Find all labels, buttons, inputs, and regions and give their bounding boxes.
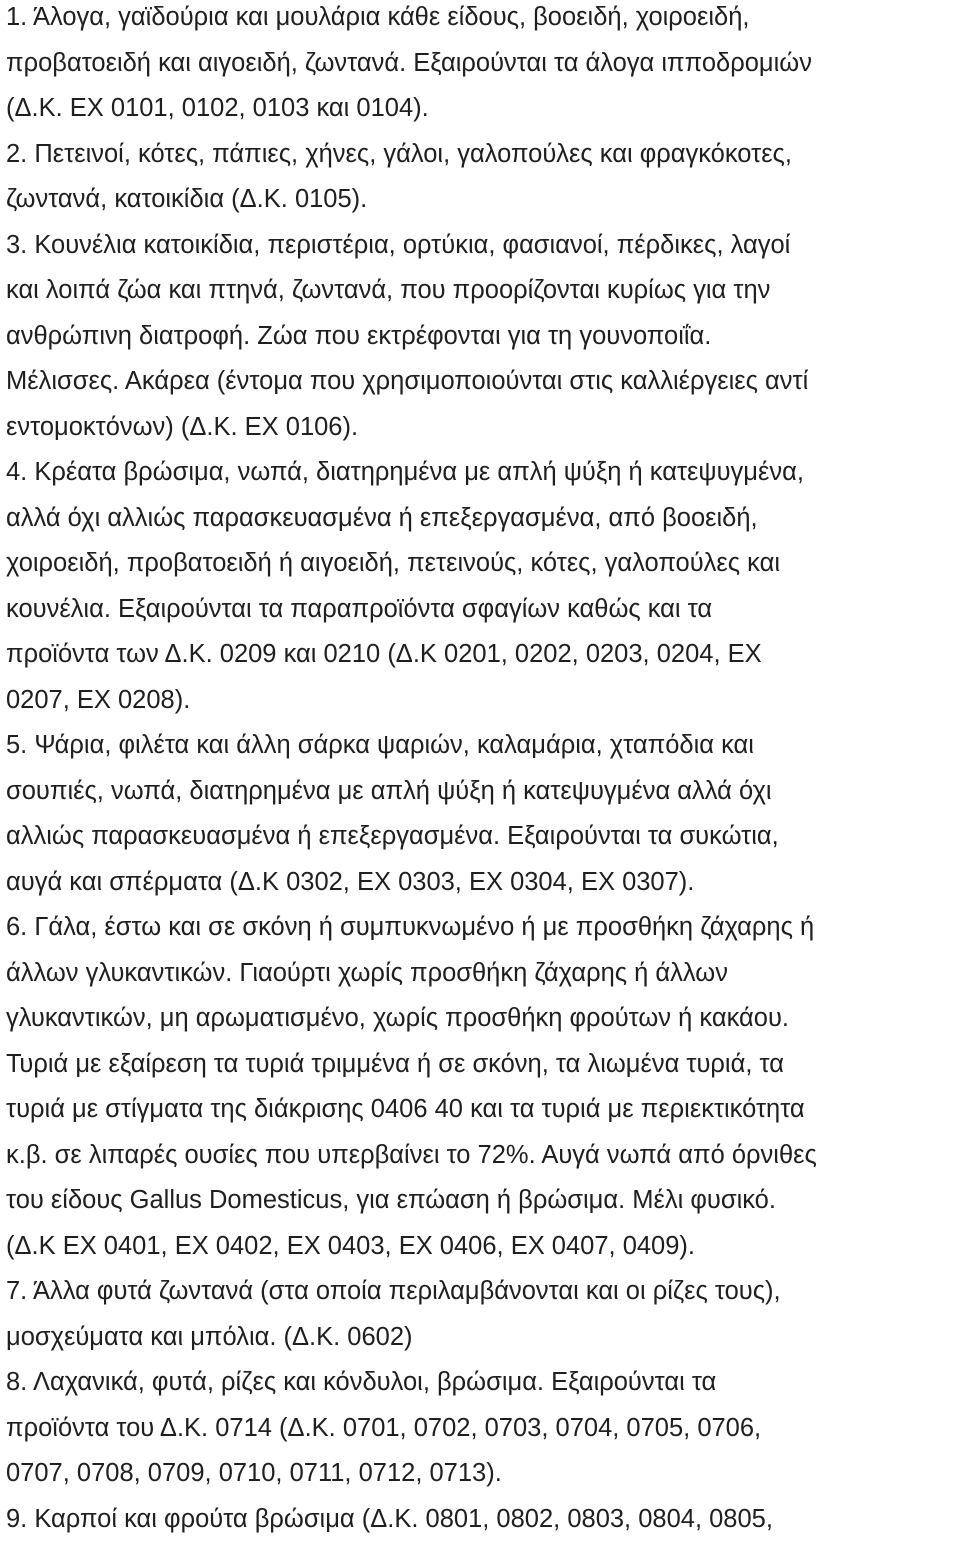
text-line-34: 9. Καρποί και φρούτα βρώσιμα (Δ.Κ. 0801, 0802, 0803, 0804, 0805, bbox=[6, 1497, 958, 1542]
text-line-28: (Δ.Κ ΕΧ 0401, ΕΧ 0402, ΕΧ 0403, ΕΧ 0406, ΕΧ 0407, 0409). bbox=[6, 1224, 958, 1270]
text-line-30: μοσχεύματα και μπόλια. (Δ.Κ. 0602) bbox=[6, 1315, 958, 1361]
text-line-10: εντομοκτόνων) (Δ.Κ. ΕΧ 0106). bbox=[6, 405, 958, 451]
document-body bbox=[6, 0, 958, 1542]
text-line-31: 8. Λαχανικά, φυτά, ρίζες και κόνδυλοι, βρώσιμα. Εξαιρούνται τα bbox=[6, 1360, 958, 1406]
text-line-27: του είδους Gallus Domesticus, για επώαση ή βρώσιμα. Μέλι φυσικό. bbox=[6, 1178, 958, 1224]
text-line-26: κ.β. σε λιπαρές ουσίες που υπερβαίνει το 72%. Αυγά νωπά από όρνιθες bbox=[6, 1133, 958, 1179]
text-line-8: ανθρώπινη διατροφή. Ζώα που εκτρέφονται για τη γουνοποιΐα. bbox=[6, 314, 958, 360]
text-line-1: 1. Άλογα, γαϊδούρια και μουλάρια κάθε είδους, βοοειδή, χοιροειδή, bbox=[6, 0, 958, 41]
text-line-13: χοιροειδή, προβατοειδή ή αιγοειδή, πετεινούς, κότες, γαλοπούλες και bbox=[6, 541, 958, 587]
text-line-18: σουπιές, νωπά, διατηρημένα με απλή ψύξη ή κατεψυγμένα αλλά όχι bbox=[6, 769, 958, 815]
text-line-32: προϊόντα του Δ.Κ. 0714 (Δ.Κ. 0701, 0702, 0703, 0704, 0705, 0706, bbox=[6, 1406, 958, 1452]
text-line-12: αλλά όχι αλλιώς παρασκευασμένα ή επεξεργασμένα, από βοοειδή, bbox=[6, 496, 958, 542]
text-line-19: αλλιώς παρασκευασμένα ή επεξεργασμένα. Εξαιρούνται τα συκώτια, bbox=[6, 814, 958, 860]
text-line-22: άλλων γλυκαντικών. Γιαούρτι χωρίς προσθήκη ζάχαρης ή άλλων bbox=[6, 951, 958, 997]
text-line-33: 0707, 0708, 0709, 0710, 0711, 0712, 0713). bbox=[6, 1451, 958, 1497]
text-line-29: 7. Άλλα φυτά ζωντανά (στα οποία περιλαμβάνονται και οι ρίζες τους), bbox=[6, 1269, 958, 1315]
text-line-21: 6. Γάλα, έστω και σε σκόνη ή συμπυκνωμένο ή με προσθήκη ζάχαρης ή bbox=[6, 905, 958, 951]
text-line-17: 5. Ψάρια, φιλέτα και άλλη σάρκα ψαριών, καλαμάρια, χταπόδια και bbox=[6, 723, 958, 769]
text-line-9: Μέλισσες. Ακάρεα (έντομα που χρησιμοποιούνται στις καλλιέργειες αντί bbox=[6, 359, 958, 405]
text-line-3: (Δ.Κ. ΕΧ 0101, 0102, 0103 και 0104). bbox=[6, 86, 958, 132]
text-line-7: και λοιπά ζώα και πτηνά, ζωντανά, που προορίζονται κυρίως για την bbox=[6, 268, 958, 314]
text-line-23: γλυκαντικών, μη αρωματισμένο, χωρίς προσθήκη φρούτων ή κακάου. bbox=[6, 996, 958, 1042]
text-line-16: 0207, ΕΧ 0208). bbox=[6, 678, 958, 724]
text-line-4: 2. Πετεινοί, κότες, πάπιες, χήνες, γάλοι, γαλοπούλες και φραγκόκοτες, bbox=[6, 132, 958, 178]
text-line-25: τυριά με στίγματα της διάκρισης 0406 40 και τα τυριά με περιεκτικότητα bbox=[6, 1087, 958, 1133]
text-line-6: 3. Κουνέλια κατοικίδια, περιστέρια, ορτύκια, φασιανοί, πέρδικες, λαγοί bbox=[6, 223, 958, 269]
text-line-20: αυγά και σπέρματα (Δ.Κ 0302, ΕΧ 0303, ΕΧ 0304, ΕΧ 0307). bbox=[6, 860, 958, 906]
text-line-24: Τυριά με εξαίρεση τα τυριά τριμμένα ή σε σκόνη, τα λιωμένα τυριά, τα bbox=[6, 1042, 958, 1088]
text-line-15: προϊόντα των Δ.Κ. 0209 και 0210 (Δ.Κ 0201, 0202, 0203, 0204, ΕΧ bbox=[6, 632, 958, 678]
text-line-14: κουνέλια. Εξαιρούνται τα παραπροϊόντα σφαγίων καθώς και τα bbox=[6, 587, 958, 633]
text-line-5: ζωντανά, κατοικίδια (Δ.Κ. 0105). bbox=[6, 177, 958, 223]
text-line-11: 4. Κρέατα βρώσιμα, νωπά, διατηρημένα με απλή ψύξη ή κατεψυγμένα, bbox=[6, 450, 958, 496]
text-line-2: προβατοειδή και αιγοειδή, ζωντανά. Εξαιρούνται τα άλογα ιπποδρομιών bbox=[6, 41, 958, 87]
